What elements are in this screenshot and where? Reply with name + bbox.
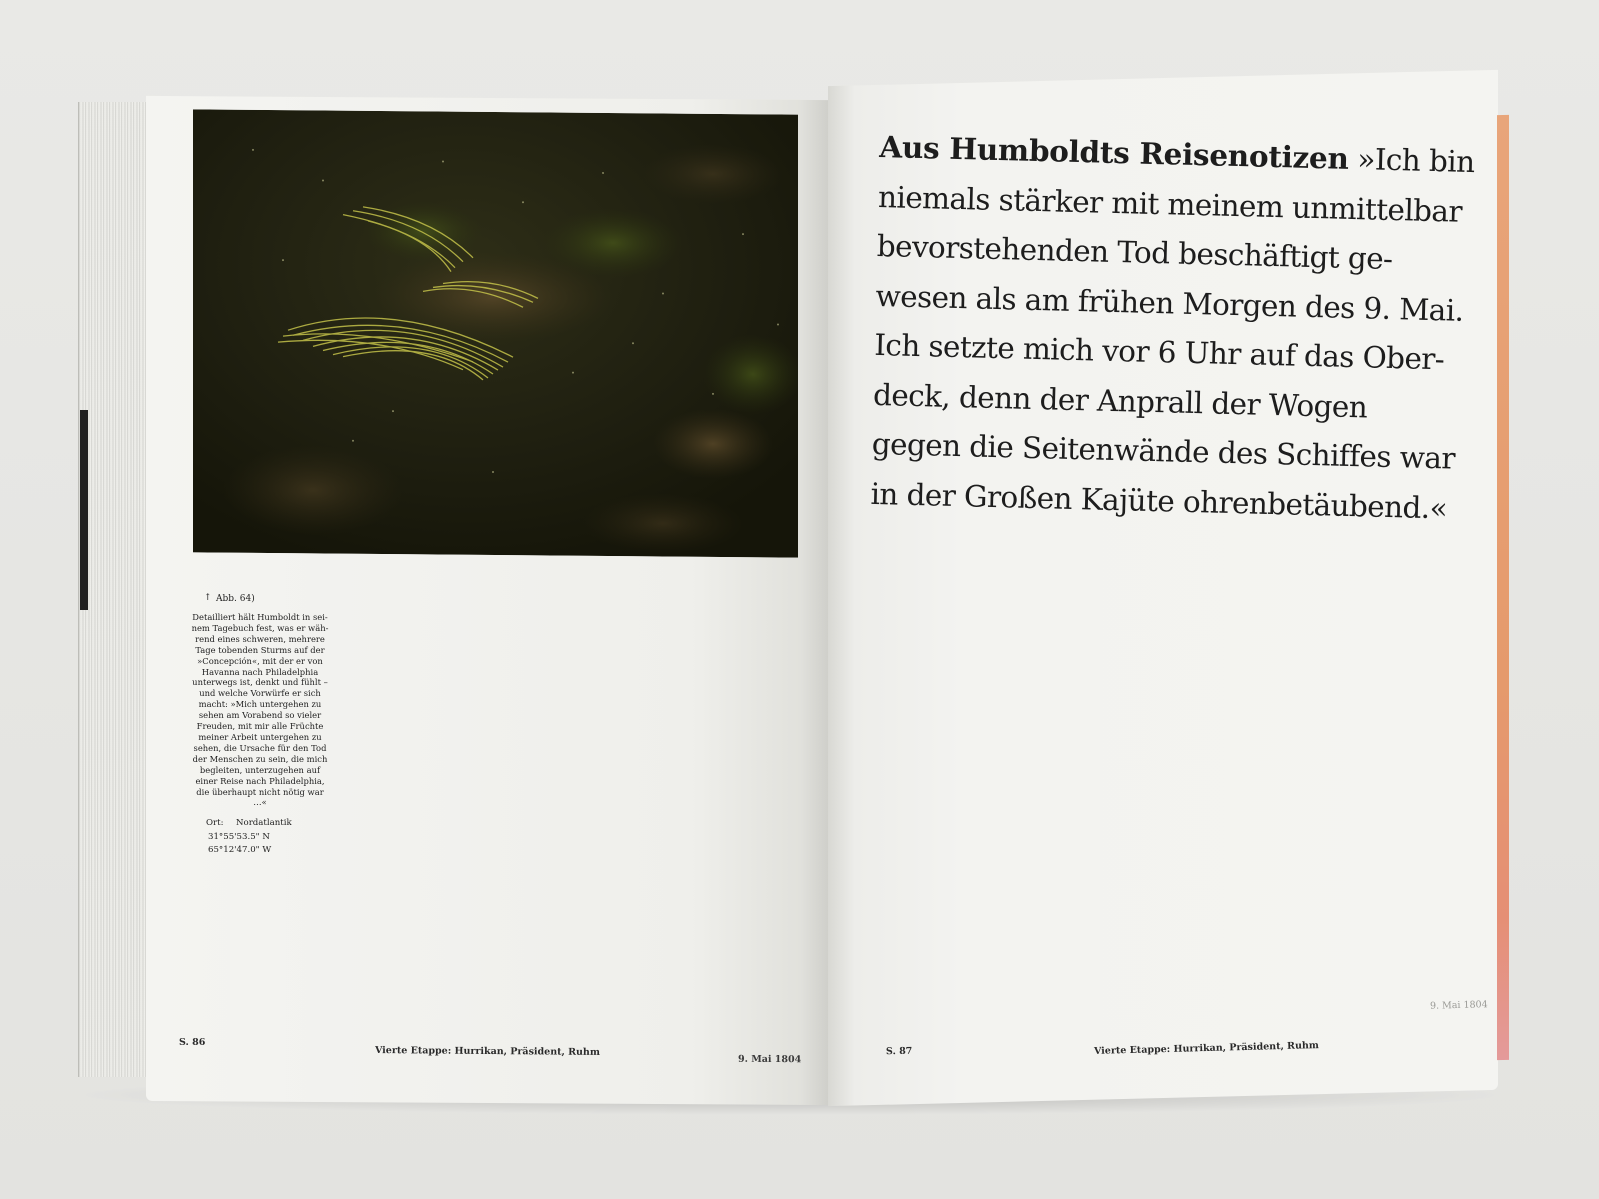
left-running-title: Vierte Etappe: Hurrikan, Präsident, Ruhm [374,1045,600,1058]
right-page-number: S. 87 [885,1045,913,1058]
quote-text: »Ich bin [1356,142,1475,180]
right-running-date: 9. Mai 1804 [1429,999,1488,1012]
left-page-number: S. 86 [179,1037,206,1048]
orange-cover-edge [1497,115,1509,1060]
quote-heading: Aus Humboldts Reisenotizen [878,128,1350,176]
quote-text: deck, denn der Anprall der Wogen [872,377,1368,424]
location-latitude: 31°55'53.5" N [208,832,270,842]
quote-text: bevorstehenden Tod beschäftigt ge- [876,228,1393,277]
quote-text: niemals stärker mit meinem unmittelbar [877,179,1463,229]
caption-text: Detailliert hält Humboldt in sei- nem Tagebuch fest, was er wäh- rend eines schweren, mehrere Tage tobenden Sturms auf der »Concepción«, mit der er von Havanna nach Philadelphia unterwegs ist, denkt und fühlt – und welche Vorwürfe er sich macht: »Mich untergehen zu sehen am Vorabend so vieler Freuden, mit mir alle Früchte meiner Arbeit untergehen zu sehen, die Ursache für den Tod der Menschen zu sein, die mich begleiten, unterzugehen auf einer Reise nach Philadelphia, die überhaupt nicht nötig war …« [191,612,329,808]
quote-text: gegen die Seitenwände des Schiffes war [871,426,1456,476]
location-label: Ort: [206,818,224,828]
underwater-photo [193,109,798,557]
location-longitude: 65°12'47.0" W [208,845,272,855]
page-stack-edge [78,102,149,1077]
quote-text: wesen als am frühen Morgen des 9. Mai. [875,278,1464,328]
right-running-title: Vierte Etappe: Hurrikan, Präsident, Ruhm [1093,1040,1320,1057]
quote-block [870,122,1480,534]
caption-arrow: ↑ [204,593,212,603]
left-running-date: 9. Mai 1804 [737,1053,802,1066]
figure-reference: Abb. 64) [216,594,255,604]
quote-text: Ich setzte mich vor 6 Uhr auf das Ober- [873,327,1445,377]
location-place: Nordatlantik [236,818,292,828]
quote-text: in der Großen Kajüte ohrenbetäubend.« [870,476,1448,525]
dark-page-tab [80,410,88,610]
